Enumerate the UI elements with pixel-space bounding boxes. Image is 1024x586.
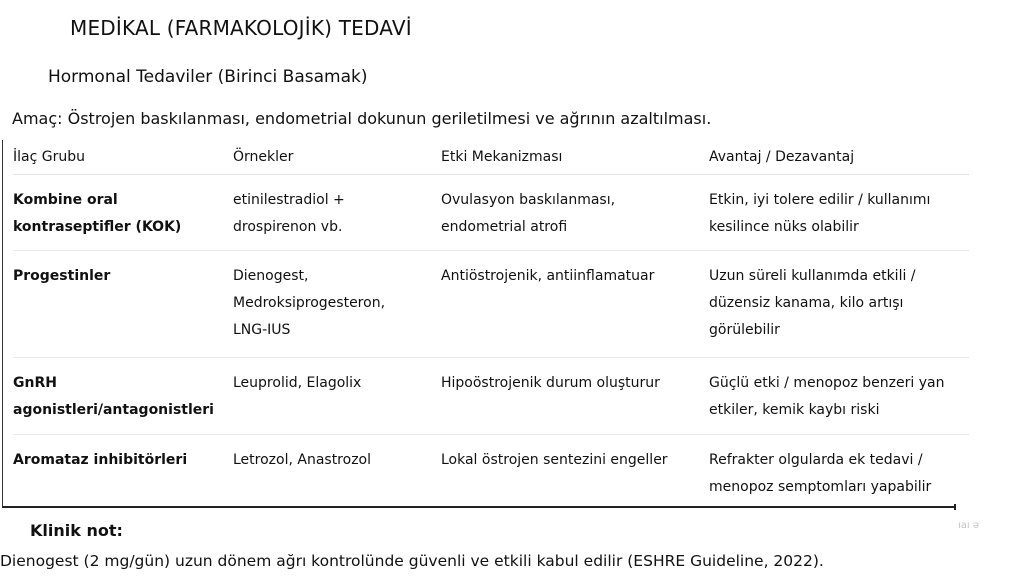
cell-line: Progestinler [13, 268, 111, 284]
cell-examples [233, 175, 441, 251]
cell-line: Kombine oral [13, 192, 118, 208]
cell-line: Uzun süreli kullanımda etkili / [709, 268, 916, 284]
cell-drug-group [13, 175, 233, 251]
clinical-note-text: Dienogest (2 mg/gün) uzun dönem ağrı kontrolünde güvenli ve etkili kabul edilir (ESHRE Guideline, 2022). [0, 552, 824, 570]
header-drug-group: İlaç Grubu [13, 140, 233, 175]
table-row [13, 435, 969, 502]
cell-pros-cons [709, 251, 969, 358]
cell-line: LNG-IUS [233, 322, 291, 338]
cell-drug-group [13, 251, 233, 358]
cell-drug-group [13, 435, 233, 502]
cell-line: Aromataz inhibitörleri [13, 452, 188, 468]
cell-drug-group [13, 358, 233, 435]
table-row [13, 175, 969, 251]
cell-line: etinilestradiol + [233, 192, 345, 208]
cell-line: Ovulasyon baskılanması, [441, 192, 616, 208]
cell-line: etkiler, kemik kaybı riski [709, 402, 880, 418]
cell-pros-cons [709, 175, 969, 251]
cell-line: agonistleri/antagonistleri [13, 402, 214, 418]
cell-line: Letrozol, Anastrozol [233, 452, 372, 468]
cell-line: GnRH [13, 375, 57, 391]
cell-line: Lokal östrojen sentezini engeller [441, 452, 668, 468]
clinical-note-label: Klinik not: [30, 521, 123, 540]
cell-examples [233, 251, 441, 358]
page-title: MEDİKAL (FARMAKOLOJİK) TEDAVİ [70, 16, 412, 40]
cell-line: Medroksiprogesteron, [233, 295, 386, 311]
header-mechanism: Etki Mekanizması [441, 140, 709, 175]
section-subtitle: Hormonal Tedaviler (Birinci Basamak) [48, 67, 368, 87]
cell-line: Etkin, iyi tolere edilir / kullanımı [709, 192, 931, 208]
faded-slide-number: ıaı ə [958, 520, 980, 531]
cell-pros-cons [709, 435, 969, 502]
table-frame [2, 140, 955, 508]
cell-line: menopoz semptomları yapabilir [709, 479, 932, 495]
cell-line: düzensiz kanama, kilo artışı [709, 295, 904, 311]
cell-mechanism [441, 435, 709, 502]
cell-examples [233, 358, 441, 435]
cell-line: Dienogest, [233, 268, 309, 284]
cell-line: endometrial atrofi [441, 219, 568, 235]
cell-line: Güçlü etki / menopoz benzeri yan [709, 375, 945, 391]
cell-line: drospirenon vb. [233, 219, 343, 235]
aim-statement: Amaç: Östrojen baskılanması, endometrial dokunun geriletilmesi ve ağrının azaltılması. [12, 109, 712, 128]
table-row [13, 251, 969, 358]
cell-mechanism [441, 251, 709, 358]
cell-line: görülebilir [709, 322, 780, 338]
cell-line: Hipoöstrojenik durum oluşturur [441, 375, 660, 391]
cell-examples [233, 435, 441, 502]
cell-mechanism [441, 358, 709, 435]
header-examples: Örnekler [233, 140, 441, 175]
cell-line: Refrakter olgularda ek tedavi / [709, 452, 923, 468]
treatment-table [13, 140, 969, 502]
table-row [13, 358, 969, 435]
cell-line: kesilince nüks olabilir [709, 219, 859, 235]
cell-line: Leuprolid, Elagolix [233, 375, 362, 391]
cell-line: Antiöstrojenik, antiinflamatuar [441, 268, 655, 284]
header-pros-cons: Avantaj / Dezavantaj [709, 140, 969, 175]
cell-line: kontraseptifler (KOK) [13, 219, 182, 235]
cell-mechanism [441, 175, 709, 251]
table-header-row [13, 140, 969, 175]
cell-pros-cons [709, 358, 969, 435]
